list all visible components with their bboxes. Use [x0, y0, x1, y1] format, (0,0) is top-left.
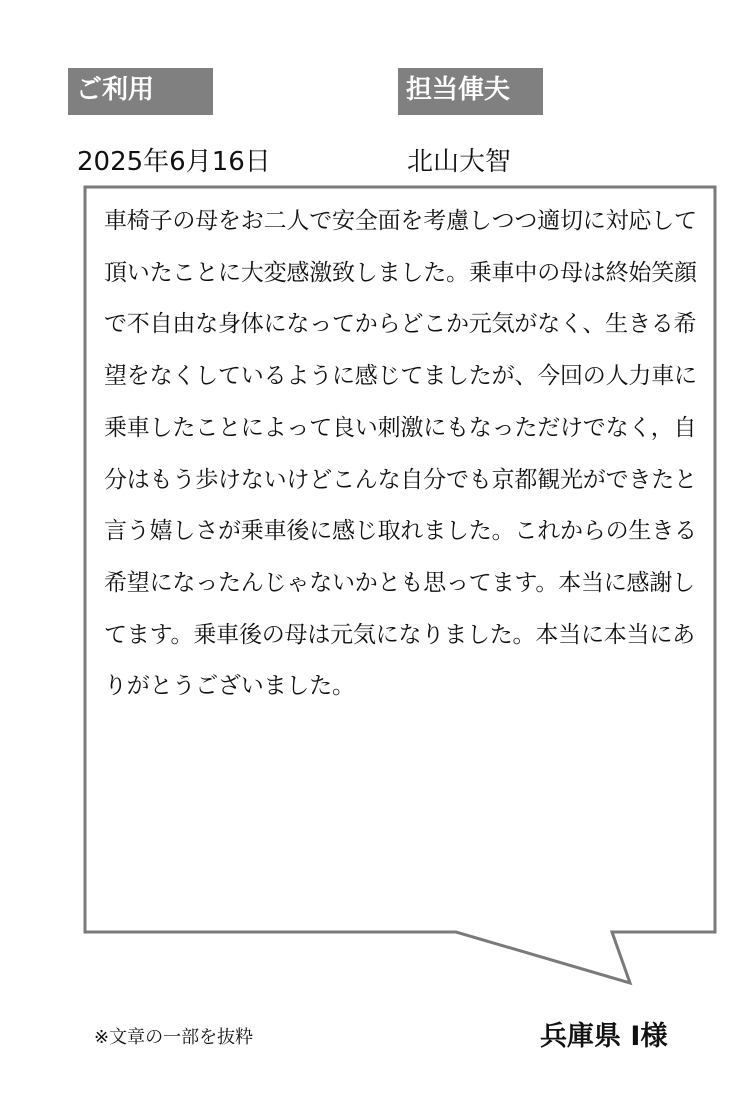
- usage-date: 2025年6月16日: [77, 147, 271, 177]
- excerpt-note: ※文章の一部を抜粋: [94, 1027, 254, 1048]
- customer-signature: 兵庫県 I様: [540, 1021, 668, 1052]
- driver-label: 担当俥夫: [398, 68, 543, 115]
- driver-name: 北山大智: [407, 147, 512, 177]
- customer-review-text: 車椅子の母をお二人で安全面を考慮しつつ適切に対応して頂いたことに大変感激致しました。乗車中の母は終始笑顔で不自由な身体になってからどこか元気がなく、生きる希望をなくしているように感じてましたが、今回の人力車に乗車したことによって良い刺激にもなっただけでなく，自分はもう歩けないけどこんな自分でも京都観光ができたと言う嬉しさが乗車後に感じ取れました。これからの生きる希望になったんじゃないかとも思ってます。本当に感謝してます。乗車後の母は元気になりました。本当に本当にありがとうございました。: [104, 208, 697, 700]
- usage-date-label: ご利用: [68, 68, 213, 115]
